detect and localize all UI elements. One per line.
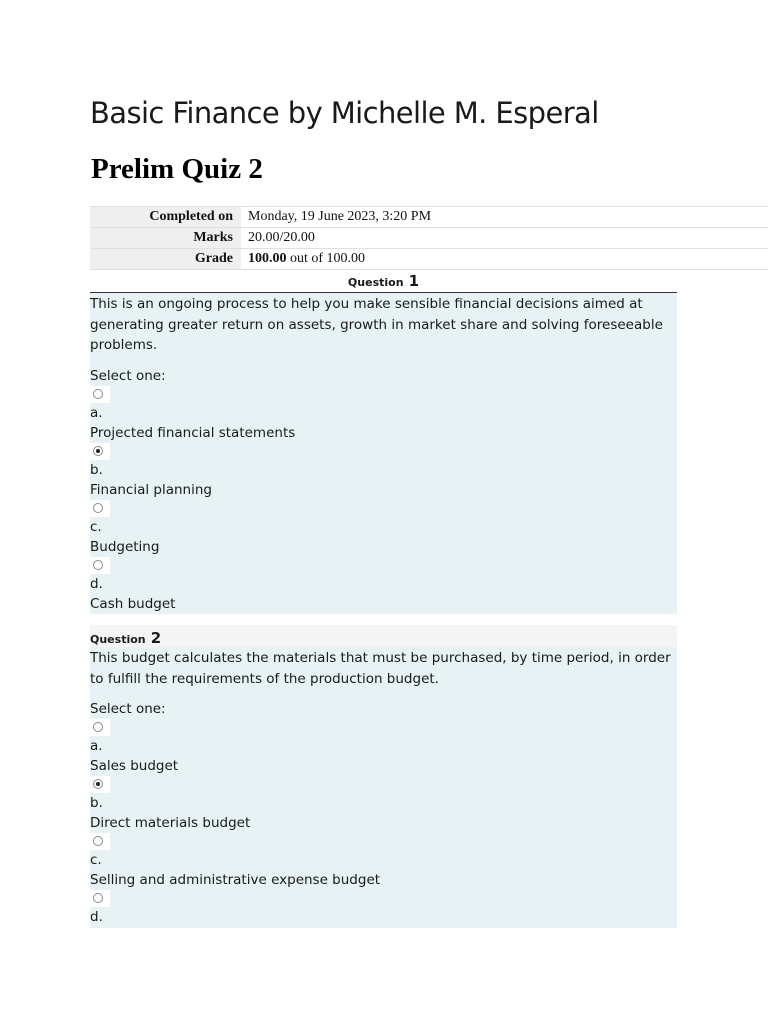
option-b[interactable] <box>90 776 677 833</box>
question-1-body <box>90 293 677 614</box>
option-letter: a. <box>90 404 103 421</box>
option-text: Sales budget <box>90 758 179 774</box>
radio-button[interactable] <box>93 560 103 570</box>
question-number: 2 <box>150 629 162 647</box>
option-letter: d. <box>90 575 103 592</box>
radio-button[interactable] <box>93 503 103 513</box>
quiz-summary-table <box>90 206 768 270</box>
option-text: Projected financial statements <box>90 424 296 441</box>
question-text: This budget calculates the materials that must be purchased, by time period, in order to fulfill the requirements of the production budget. <box>90 650 671 687</box>
radio-button[interactable] <box>93 893 103 903</box>
option-letter: d. <box>90 909 103 925</box>
option-text: Cash budget <box>90 595 176 612</box>
option-letter: b. <box>90 461 103 478</box>
option-a[interactable] <box>90 386 677 443</box>
question-word: Question <box>90 633 146 646</box>
summary-value: Monday, 19 June 2023, 3:20 PM <box>241 207 768 228</box>
summary-row-marks <box>90 228 768 249</box>
question-2-body <box>90 647 677 928</box>
option-text: Budgeting <box>90 538 160 555</box>
option-c[interactable] <box>90 500 677 557</box>
summary-row-completed <box>90 207 768 228</box>
option-a[interactable] <box>90 719 677 776</box>
option-letter: b. <box>90 795 103 811</box>
select-one-label: Select one: <box>90 367 166 384</box>
quiz-title: Prelim Quiz 2 <box>91 153 263 185</box>
option-letter: c. <box>90 852 102 868</box>
option-c[interactable] <box>90 833 677 890</box>
question-number: 1 <box>408 272 420 290</box>
option-letter: c. <box>90 518 102 535</box>
radio-button[interactable] <box>93 836 103 846</box>
option-d[interactable] <box>90 557 677 614</box>
radio-button[interactable] <box>93 389 103 399</box>
option-b[interactable] <box>90 443 677 500</box>
select-one-label: Select one: <box>90 701 166 717</box>
question-1-header <box>90 271 677 293</box>
option-letter: a. <box>90 738 103 754</box>
option-text: Selling and administrative expense budget <box>90 872 381 888</box>
grade-out-of: out of 100.00 <box>286 251 366 266</box>
summary-value <box>241 249 768 270</box>
radio-button-selected[interactable] <box>93 446 103 456</box>
summary-value: 20.00/20.00 <box>241 228 768 249</box>
summary-label: Marks <box>90 228 241 249</box>
summary-label: Grade <box>90 249 241 270</box>
summary-row-grade <box>90 249 768 270</box>
summary-label: Completed on <box>90 207 241 228</box>
radio-button-selected[interactable] <box>93 779 103 789</box>
document-title: Basic Finance by Michelle M. Esperal <box>90 96 599 130</box>
question-2-header <box>90 625 677 647</box>
grade-score: 100.00 <box>248 251 287 266</box>
option-d[interactable] <box>90 890 677 927</box>
question-text: This is an ongoing process to help you make sensible financial decisions aimed at generating greater return on assets, growth in market share and solving foreseeable problems. <box>90 296 663 353</box>
radio-button[interactable] <box>93 722 103 732</box>
option-text: Financial planning <box>90 481 212 498</box>
option-text: Direct materials budget <box>90 815 251 831</box>
question-word: Question <box>347 276 404 289</box>
